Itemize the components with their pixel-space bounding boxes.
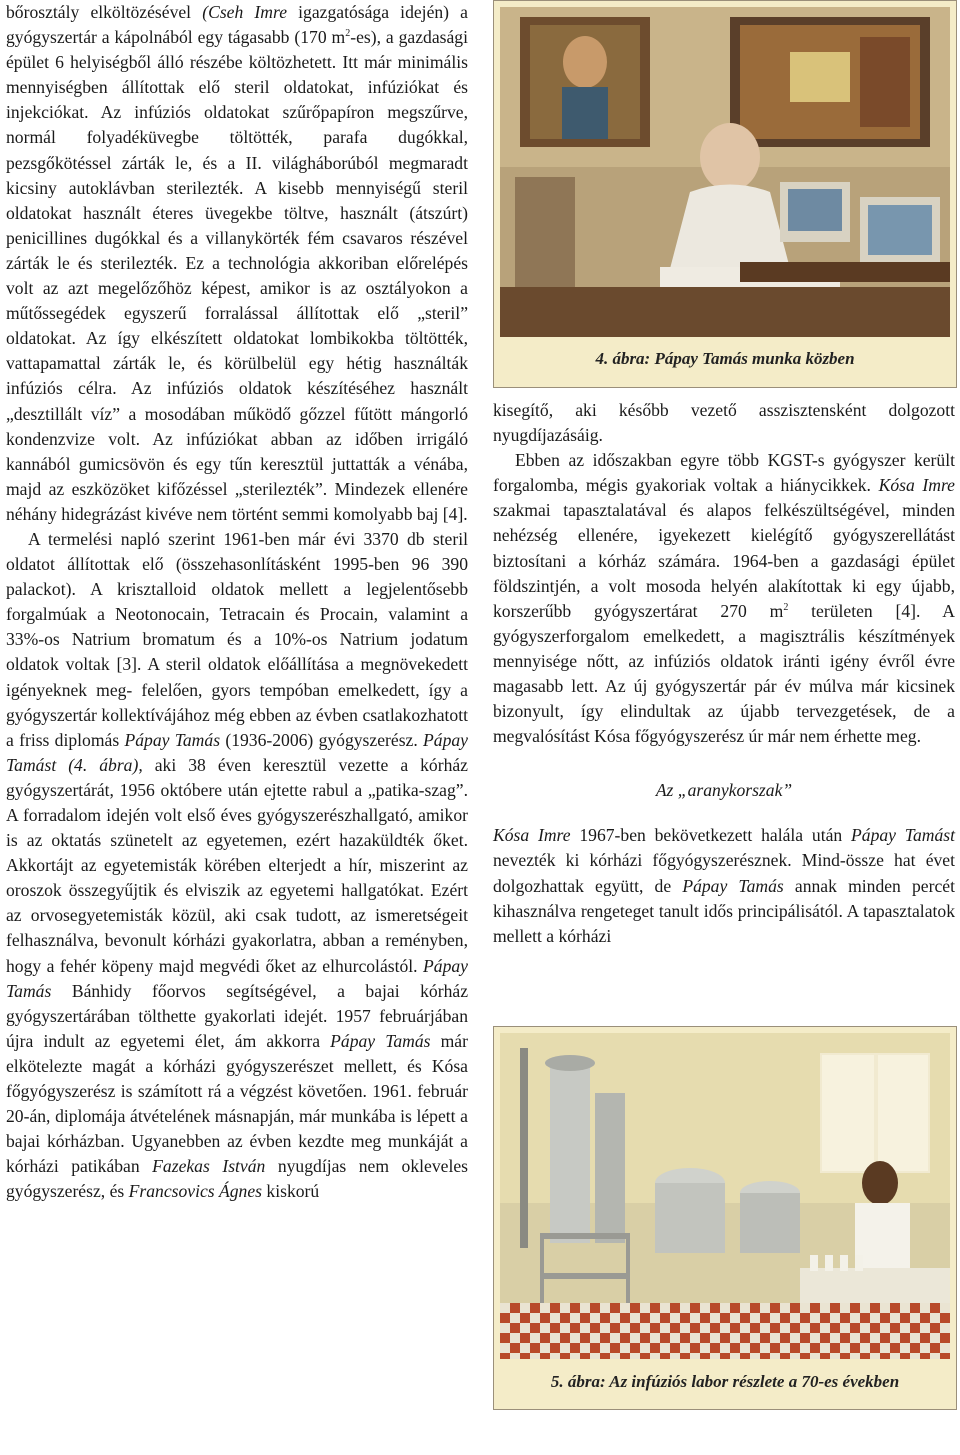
figure-5 <box>493 1026 957 1410</box>
person-name: Pápay Tamás <box>330 1030 431 1051</box>
text-run: aki 38 éven keresztül vezette a kórház gyógyszertárát, 1956 októbere után ejtette rabul a „patika-szag”. A forradalom idején volt első éves gyógyszerészhallgató, amikor is az oktatás szünetelt az egyetemen, ezért hazaküldték őket. Akkortájt az egyetemisták körében elterjedt a hír, miszerint az oroszok összegyűjtik és elviszik az egyetemi hallgatókat. Ezért az orvosegyetemisták közül, aki csak tudott, az ismeretségeit felhasználva, bevonult kórházi gyakorlatra, abban a reményben, hogy a fehér köpeny majd megvédi őket az elhurcolástól. <box>6 754 468 976</box>
text-run: kiskorú <box>262 1181 320 1202</box>
paragraph-golden-age <box>493 823 955 948</box>
text-run: igazgatósága idején) a gyógyszertár a kápolnából egy tágasabb (170 m <box>6 2 468 48</box>
person-name: Pápay Tamás <box>682 875 784 896</box>
figure-5-caption: 5. ábra: Az infúziós labor részlete a 70-es években <box>550 1372 900 1391</box>
photo-pharmacist-at-computer <box>500 7 950 337</box>
text-run: már elkötelezte magát a kórházi gyógyszerészet mellett, és Kósa főgyógyszerész is számított rá a végzést követően. 1961. február 20-án, diplomája átvételének másnapján, már munkába is lépett a bajai kórházban. Ugyanebben az évben kezdte meg munkáját a kórházi patikában <box>6 1030 468 1177</box>
person-name: Fazekas István <box>152 1156 266 1177</box>
person-name: Pápay Tamást (4. ábra), <box>6 729 468 775</box>
figure-4 <box>493 0 957 388</box>
text-run: nevezték ki kórházi főgyógyszerésznek. Mind-össze hat évet dolgozhattak együtt, de <box>493 850 955 896</box>
person-name: Pápay Tamás <box>6 955 468 1001</box>
text-run: A termelési napló szerint 1961-ben már évi 3370 db steril oldatot állítottak elő (összehasonlításként 1995-ben 96 390 palackot). A krisztalloid oldatok mellett a legjelentősebb forgalmúak a Neotonocain, Tetracain és Procain, valamint a 33%-os Natrium bromatum és a 10%-os Natrium jodatum oldatok voltak [3]. A steril oldatok előállítása a megnövekedett igényeknek meg- felelően, gyors tempóban emelkedett, így a gyógyszertár kollektívájához még ebben az évben csatlakozhatott a friss diplomás <box>6 528 468 750</box>
text-run: annak minden percét kihasználva rengeteget tanult idős principálisától. A tapasztalatok mellett a kórházi <box>493 875 955 946</box>
section-title-golden-age: Az „aranykorszak” <box>655 780 793 801</box>
person-name: Kósa Imre <box>878 475 955 496</box>
text-run: bőrosztály elköltözésével <box>6 2 203 22</box>
paragraph-history <box>6 0 468 527</box>
paragraph-kgst <box>493 448 955 749</box>
superscript: 2 <box>783 601 789 613</box>
person-name: Kósa Imre <box>493 825 571 846</box>
figure-4-caption: 4. ábra: Pápay Tamás munka közben <box>595 349 855 368</box>
person-name: Pápay Tamás <box>124 729 221 750</box>
text-run: -es), a gazdasági épület 6 helyiségből álló részébe költözhetett. Itt már minimális mennyiségben állítottak elő steril oldatokat, infúziókat és injekciókat. Az infúziós oldatokat szűrőpapíron megszűrve, normál folyadéküvegbe töltötték, parafa dugókkal, pezsgőkötéssel zárták le, és a II. világháborúból megmaradt kicsiny autoklávban sterilezték. A kisebb mennyiségű steril oldatokat használt éteres üvegekbe töltve, használt (átszúrt) penicillines dugókkal és a villanykörték fém csavaros részével zárták le és sterilezték. Ez a technológia akkoriban előrelépés volt az azt megelőzőhöz képest, amikor is az osztályokon a műtőssegédek egyszerű forralással állítottak elő „steril” oldatokat. Az így elkészített oldatokat lombikokba töltötték, vattapamattal zárták le, és körülbelül egy hétig használták infúziós célra. Az infúziós oldatok készítéséhez használt „desztillált víz” a mosodában működő gőzzel fűtött mángorló kondenzvize volt. Az infúziókat abban az időben irrigáló kannából gumicsövön és egy tűn keresztül juttatták a vénába, majd az eszközöket kifőzéssel „sterilezték”. Mindezek ellenére néhány hidegrázást kivéve nem történt semmi komolyabb baj [4]. <box>6 27 468 524</box>
text-run: területen [4]. A gyógyszerforgalom emelkedett, a magisztrális készítmények mennyisége nőtt, az infúziós oldatok iránti igény évről évre magasabb lett. Az új gyógyszertár pár év múlva már kicsinek bizonyult, így elindultak az újabb tervezgetések, de a megvalósítást Kósa főgyógyszerész úr már nem érhette meg. <box>493 600 956 747</box>
text-run: (1936-2006) gyógyszerész. <box>220 729 424 750</box>
paragraph-production <box>6 527 468 1205</box>
person-name: (Cseh Imre <box>202 2 288 22</box>
person-name: Pápay Tamást <box>851 825 955 846</box>
photo-infusion-lab <box>500 1033 950 1359</box>
text-run: szakmai tapasztalatával és alapos felkészültségével, minden nehézség ellenére, igyekezett kielégítő gyógyszerellátást biztosítani a kórház számára. 1964-ben a gazdasági épület földszintjén, a volt mosoda helyén alakítottak ki egy újabb, korszerűbb gyógyszertárat 270 m <box>493 500 955 621</box>
superscript: 2 <box>345 28 351 40</box>
text-run: Bánhidy főorvos segítségével, a bajai kórház gyógyszertárában tölthette gyakorlati idejét. 1957 februárjában újra indult az egyetemi élet, ám akkorra <box>6 980 468 1051</box>
left-column <box>6 0 468 1205</box>
person-name: Francsovics Ágnes <box>128 1181 263 1202</box>
paragraph-assistant: kisegítő, aki később vezető asszisztensként dolgozott nyugdíjazásáig. <box>493 400 955 446</box>
text-run: nyugdíjas nem okleveles gyógyszerész, és <box>6 1156 468 1202</box>
text-run: Ebben az időszakban egyre több KGST-s gyógyszer került forgalomba, mégis gyakoriak voltak a hiánycikkek. <box>493 450 955 496</box>
right-column <box>493 398 955 949</box>
text-run: 1967-ben bekövetkezett halála után <box>570 825 852 846</box>
